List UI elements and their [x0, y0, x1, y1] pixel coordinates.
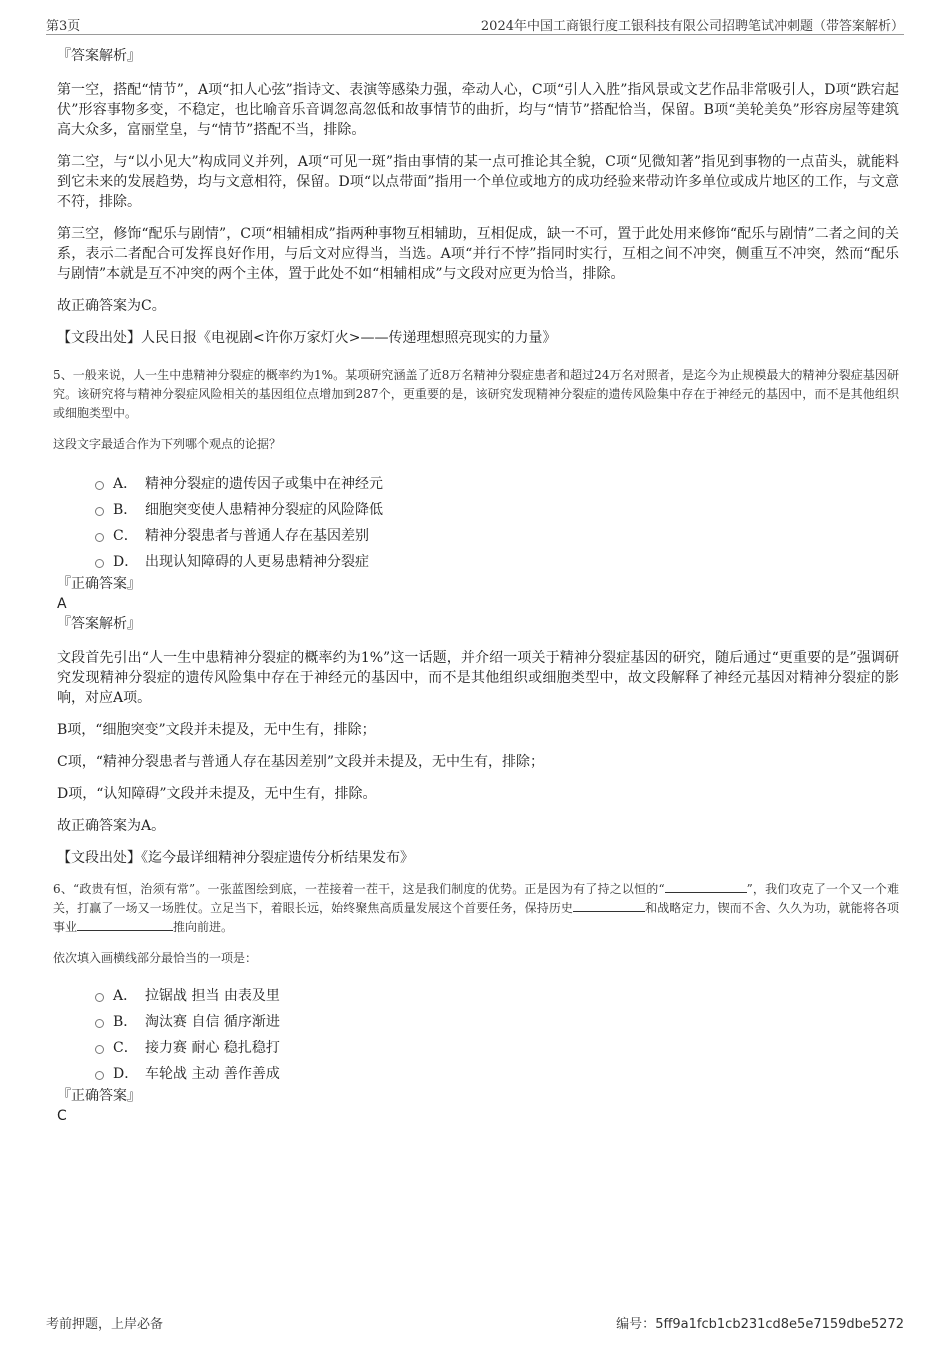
- page-number: 第3页: [46, 19, 81, 34]
- document-code: 编号：5ff9a1fcb1cb231cd8e5e7159dbe5272: [616, 1317, 904, 1332]
- question-5-options: [95, 470, 899, 574]
- option-c[interactable]: C． 接力赛 耐心 稳扎稳打: [95, 1034, 899, 1060]
- option-b[interactable]: B． 淘汰赛 自信 循序渐进: [95, 1008, 899, 1034]
- analysis-paragraph: 第三空，修饰“配乐与剧情”，C项“相辅相成”指两种事物互相辅助，互相促成，缺一不可，置于此处用来修饰“配乐与剧情”二者之间的关系，表示二者配合可发挥良好作用，与后文对应得当，当选。A项“并行不悖”指同时实行，互相之间不冲突，侧重互不冲突，然而“配乐与剧情”本就是互不冲突的两个主体，置于此处不如“相辅相成”与文段对应更为恰当，排除。: [57, 226, 899, 282]
- analysis-paragraph: B项，“细胞突变”文段并未提及，无中生有，排除；: [57, 722, 376, 738]
- analysis-paragraph: 第一空，搭配“情节”，A项“扣人心弦”指诗文、表演等感染力强，牵动人心，C项“引人入胜”指风景或文艺作品非常吸引人，D项“跌宕起伏”形容事物多变，不稳定，也比喻音乐音调忽高忽低和故事情节的曲折，均与“情节”搭配恰当，保留。B项“美轮美奂”形容房屋等建筑高大众多，富丽堂皇，与“情节”搭配不当，排除。: [57, 82, 899, 138]
- question-6-options: [95, 982, 899, 1086]
- conclusion: 故正确答案为C。: [57, 298, 166, 314]
- radio-button[interactable]: [95, 481, 104, 490]
- analysis-paragraph: D项，“认知障碍”文段并未提及，无中生有，排除。: [57, 786, 377, 802]
- question-6-text: 6、“政贵有恒，治须有常”。一张蓝图绘到底，一茬接着一茬干，这是我们制度的优势。正是因为有了持之以恒的“ ”，我们攻克了一个又一个难关，打赢了一场又一场胜仗。立足当下，着眼长远，始终聚焦高质量发展这个首要任务，保持历史 和战略定力，锲而不舍、久久为功，就能将各项事业 推向前进。: [53, 882, 899, 934]
- radio-button[interactable]: [95, 1071, 104, 1080]
- fill-blank-3: [77, 918, 173, 931]
- conclusion: 故正确答案为A。: [57, 818, 166, 834]
- document-body: [53, 46, 899, 1126]
- radio-button[interactable]: [95, 1045, 104, 1054]
- radio-button[interactable]: [95, 559, 104, 568]
- fill-blank-2: [573, 899, 645, 912]
- analysis-paragraph: C项，“精神分裂患者与普通人存在基因差别”文段并未提及，无中生有，排除；: [57, 754, 545, 770]
- correct-answer-label: 『正确答案』: [57, 1088, 141, 1104]
- option-b[interactable]: B． 细胞突变使人患精神分裂症的风险降低: [95, 496, 899, 522]
- correct-answer: A: [57, 596, 67, 612]
- radio-button[interactable]: [95, 507, 104, 516]
- question-6-prompt: 依次填入画横线部分最恰当的一项是：: [53, 951, 258, 965]
- correct-answer-label: 『正确答案』: [57, 576, 141, 592]
- document-title: 2024年中国工商银行度工银科技有限公司招聘笔试冲刺题（带答案解析）: [480, 19, 904, 34]
- question-5-text: 5、一般来说，人一生中患精神分裂症的概率约为1%。某项研究涵盖了近8万名精神分裂症患者和超过24万名对照者，是迄今为止规模最大的精神分裂症基因研究。该研究将与精神分裂症风险相关的基因组位点增加到287个，更重要的是，该研究发现精神分裂症的遗传风险集中存在于神经元的基因中，而不是其他组织或细胞类型中。: [53, 368, 899, 420]
- option-d[interactable]: D． 出现认知障碍的人更易患精神分裂症: [95, 548, 899, 574]
- correct-answer: C: [57, 1108, 67, 1124]
- page-header: [46, 12, 904, 35]
- radio-button[interactable]: [95, 1019, 104, 1028]
- option-d[interactable]: D． 车轮战 主动 善作善成: [95, 1060, 899, 1086]
- analysis-label: 『答案解析』: [57, 616, 141, 632]
- analysis-label: 『答案解析』: [57, 48, 141, 64]
- question-5-prompt: 这段文字最适合作为下列哪个观点的论据？: [53, 437, 282, 451]
- analysis-paragraph: 第二空，与“以小见大”构成同义并列，A项“可见一斑”指由事情的某一点可推论其全貌，C项“见微知著”指见到事物的一点苗头，就能料到它未来的发展趋势，均与文意相符，保留。D项“以点带面”指用一个单位或地方的成功经验来带动许多单位或成片地区的工作，与文意不符，排除。: [57, 154, 899, 210]
- source-citation: 【文段出处】《迄今最详细精神分裂症遗传分析结果发布》: [57, 850, 414, 866]
- option-a[interactable]: A． 拉锯战 担当 由表及里: [95, 982, 899, 1008]
- option-c[interactable]: C． 精神分裂患者与普通人存在基因差别: [95, 522, 899, 548]
- footer-slogan: 考前押题，上岸必备: [46, 1317, 164, 1332]
- source-citation: 【文段出处】人民日报《电视剧<许你万家灯火>——传递理想照亮现实的力量》: [57, 330, 557, 346]
- radio-button[interactable]: [95, 533, 104, 542]
- radio-button[interactable]: [95, 993, 104, 1002]
- option-a[interactable]: A． 精神分裂症的遗传因子或集中在神经元: [95, 470, 899, 496]
- fill-blank-1: [665, 880, 747, 893]
- analysis-paragraph: 文段首先引出“人一生中患精神分裂症的概率约为1%”这一话题，并介绍一项关于精神分裂症基因的研究，随后通过“更重要的是”强调研究发现精神分裂症的遗传风险集中存在于神经元的基因中，而不是其他组织或细胞类型中，故文段解释了神经元基因对精神分裂症的影响，对应A项。: [57, 650, 899, 706]
